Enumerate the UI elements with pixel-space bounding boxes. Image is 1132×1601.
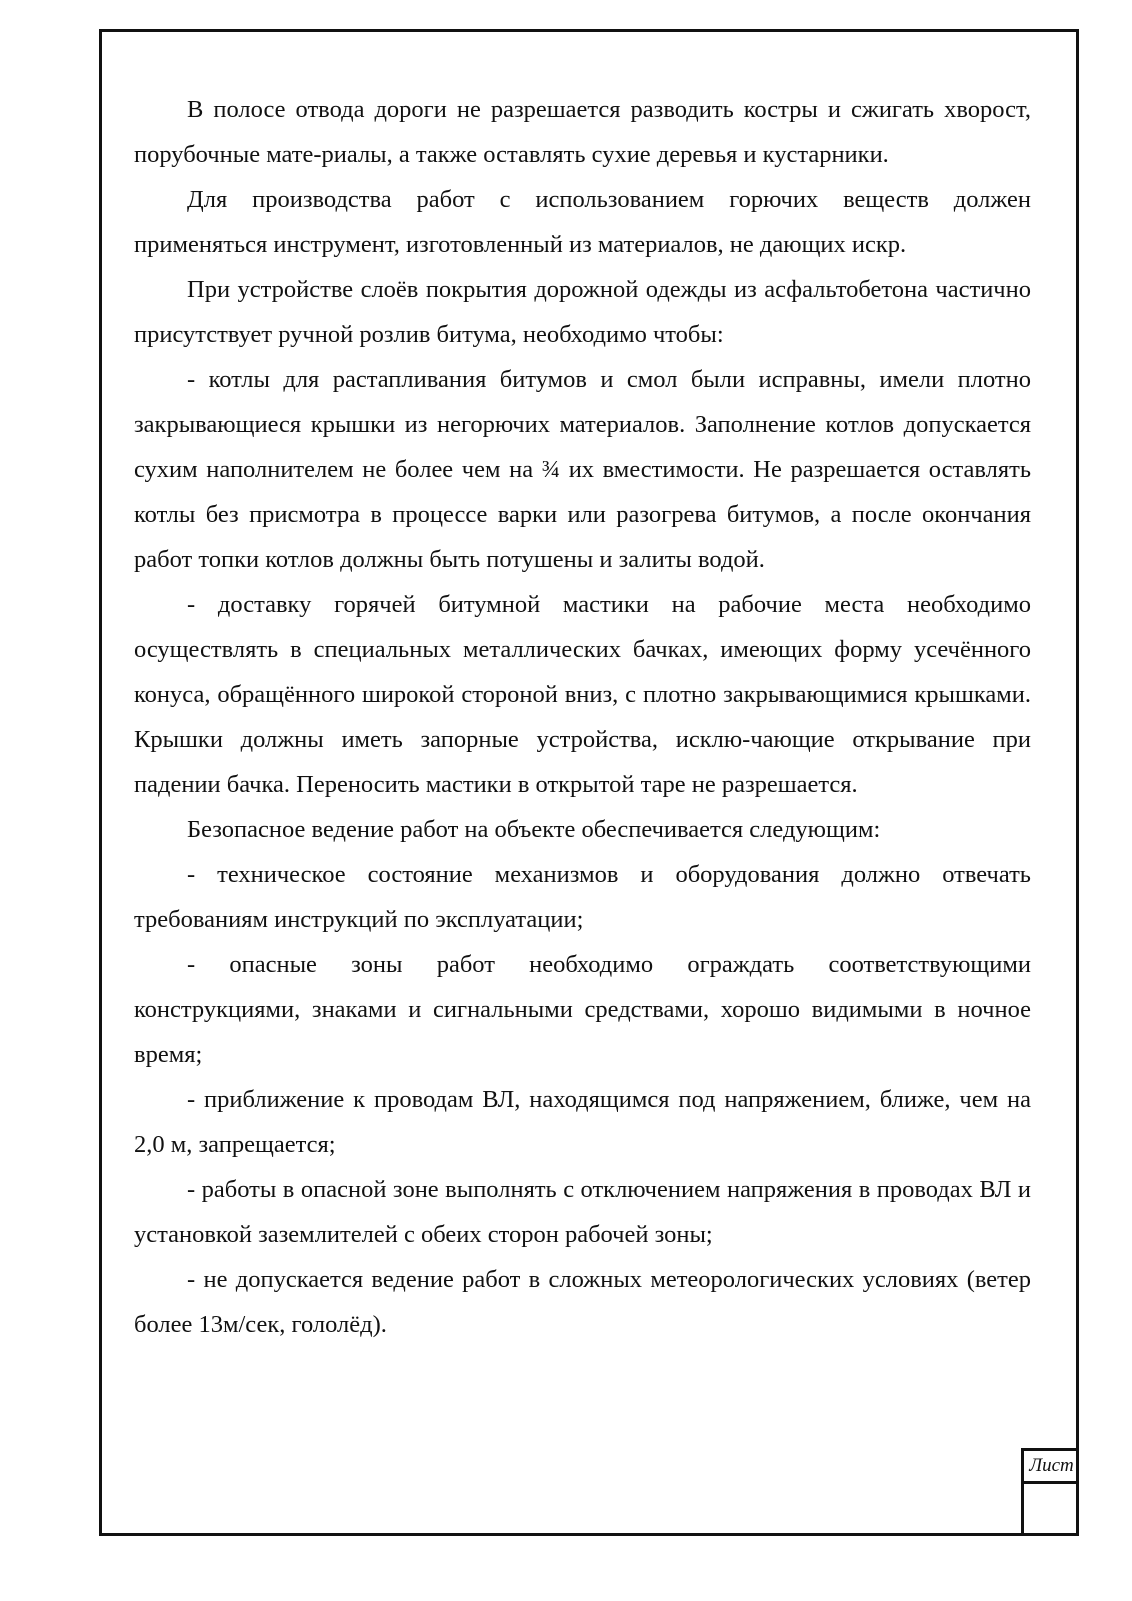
sheet-number bbox=[1024, 1484, 1079, 1536]
paragraph-2: Для производства работ с использованием горючих веществ должен применяться инструмент, изготовленный из материалов, не дающих искр. bbox=[134, 186, 1031, 258]
paragraph-11: - не допускается ведение работ в сложных метеорологических условиях (ветер более 13м/сек, гололёд). bbox=[134, 1266, 1031, 1338]
document-body bbox=[134, 87, 1031, 1347]
paragraph-4: - котлы для растапливания битумов и смол были исправны, имели плотно закрывающиеся крышки из негорючих материалов. Заполнение котлов допускается сухим наполнителем не более чем на ¾ их вместимости. Не разрешается оставлять котлы без присмотра в процессе варки или разогрева битумов, а после окончания работ топки котлов должны быть потушены и залиты водой. bbox=[134, 366, 1031, 573]
paragraph-6: Безопасное ведение работ на объекте обеспечивается следующим: bbox=[187, 816, 881, 843]
paragraph-3: При устройстве слоёв покрытия дорожной одежды из асфальтобетона частично присутствует ручной розлив битума, необходимо чтобы: bbox=[134, 276, 1031, 348]
paragraph-9: - приближение к проводам ВЛ, находящимся под напряжением, ближе, чем на 2,0 м, запрещается; bbox=[134, 1086, 1031, 1158]
paragraph-1: В полосе отвода дороги не разрешается разводить костры и сжигать хворост, порубочные мате-риалы, а также оставлять сухие деревья и кустарники. bbox=[134, 96, 1031, 168]
sheet-label: Лист bbox=[1024, 1451, 1079, 1484]
paragraph-10: - работы в опасной зоне выполнять с отключением напряжения в проводах ВЛ и установкой заземлителей с обеих сторон рабочей зоны; bbox=[134, 1176, 1031, 1248]
paragraph-7: - техническое состояние механизмов и оборудования должно отвечать требованиям инструкций по эксплуатации; bbox=[134, 861, 1031, 933]
paragraph-5: - доставку горячей битумной мастики на рабочие места необходимо осуществлять в специальных металлических бачках, имеющих форму усечённого конуса, обращённого широкой стороной вниз, с плотно закрывающимися крышками. Крышки должны иметь запорные устройства, исклю-чающие открывание при падении бачка. Переносить мастики в открытой таре не разрешается. bbox=[134, 591, 1031, 798]
sheet-stamp bbox=[1021, 1448, 1079, 1536]
paragraph-8: - опасные зоны работ необходимо ограждать соответствующими конструкциями, знаками и сигнальными средствами, хорошо видимыми в ночное время; bbox=[134, 951, 1031, 1068]
